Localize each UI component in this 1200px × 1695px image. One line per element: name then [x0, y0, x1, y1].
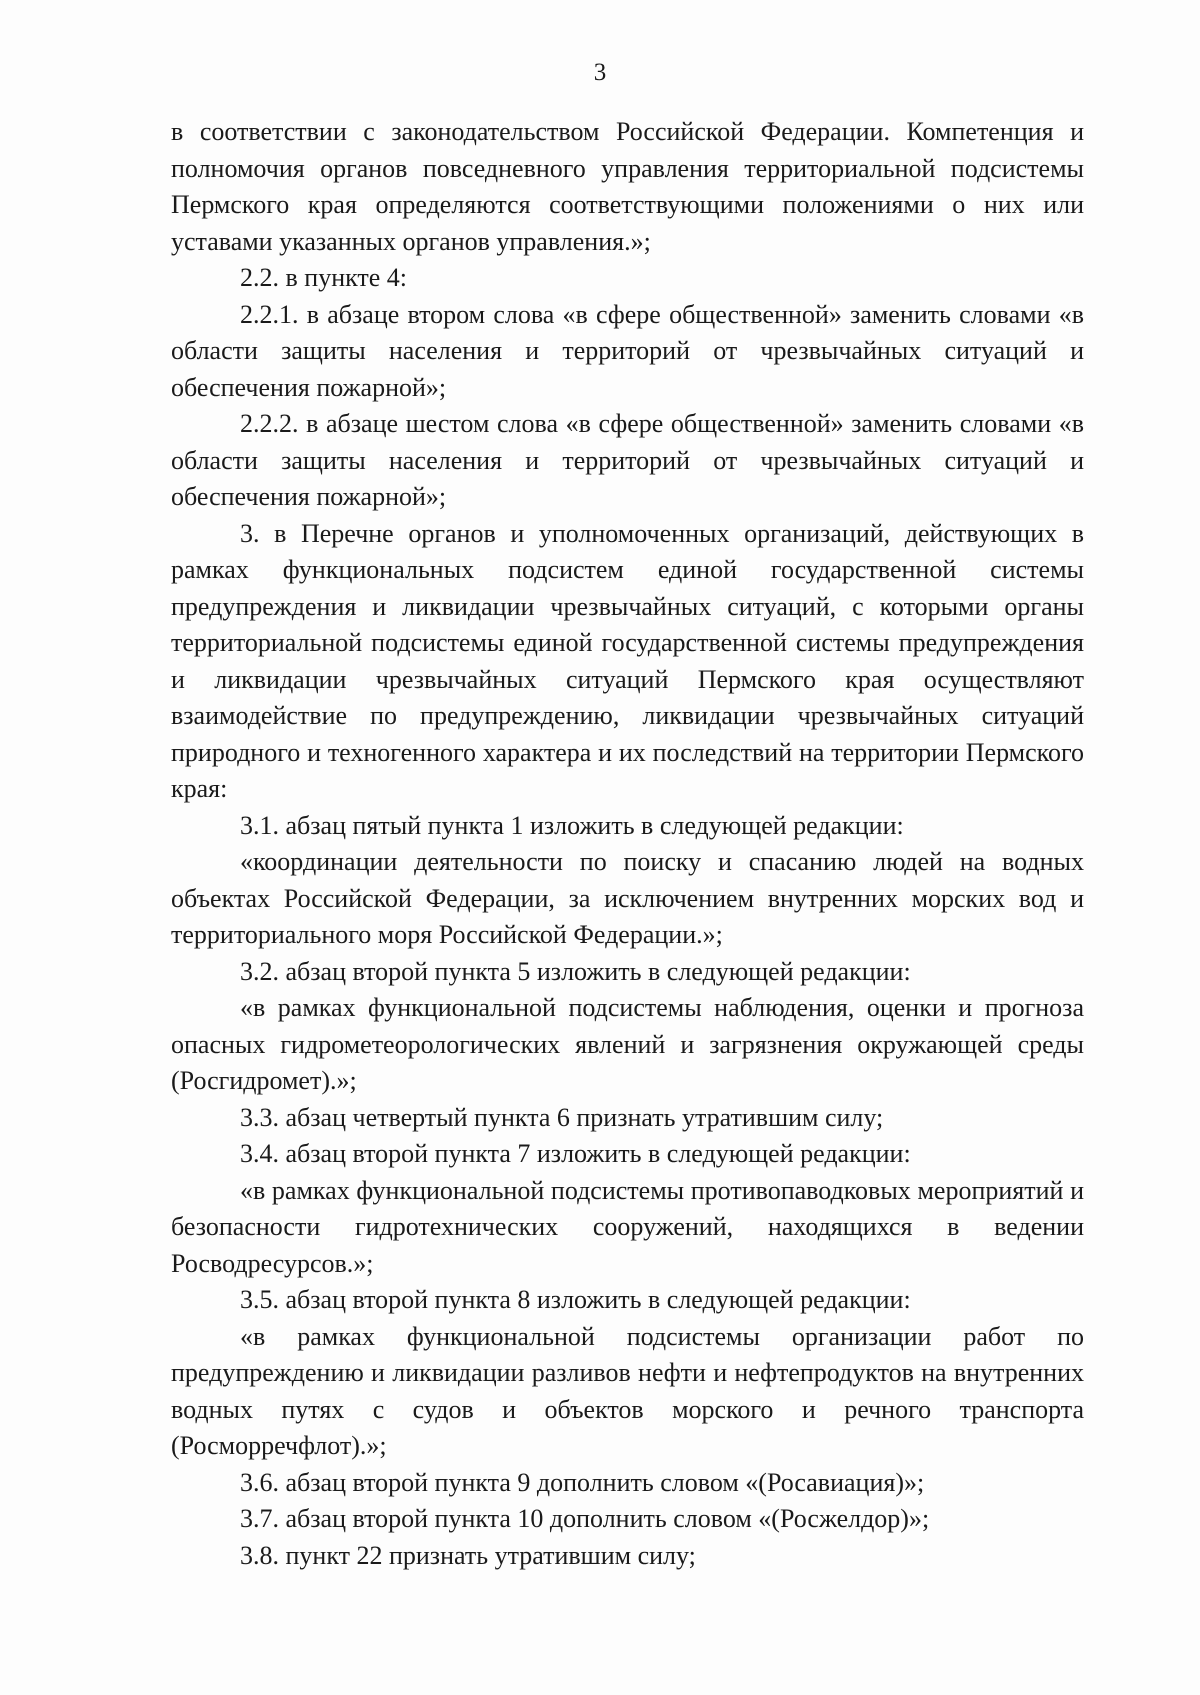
paragraph-2-2-1: 2.2.1. в абзаце втором слова «в сфере общественной» заменить словами «в области защиты населения и территорий от чрезвычайных ситуаций и обеспечения пожарной»; [171, 299, 1084, 402]
document-body [171, 114, 1084, 1574]
paragraph-3-5-text: «в рамках функциональной подсистемы организации работ по предупреждению и ликвидации разливов нефти и нефтепродуктов на внутренних водных путях с судов и объектов морского и речного транспорта (Росморречфлот).»; [171, 1321, 1084, 1460]
paragraph-2-2-2: 2.2.2. в абзаце шестом слова «в сфере общественной» заменить словами «в области защиты населения и территорий от чрезвычайных ситуаций и обеспечения пожарной»; [171, 409, 1084, 511]
paragraph-3-3: 3.3. абзац четвертый пункта 6 признать утратившим силу; [240, 1102, 884, 1132]
paragraph-continuation: в соответствии с законодательством Российской Федерации. Компетенция и полномочия органов повседневного управления территориальной подсистемы Пермского края определяются соответствующими положениями о них или уставами указанных органов управления.»; [171, 117, 1084, 256]
paragraph-3-2: 3.2. абзац второй пункта 5 изложить в следующей редакции: [240, 956, 911, 986]
paragraph-3-1: 3.1. абзац пятый пункта 1 изложить в следующей редакции: [240, 810, 904, 840]
paragraph-3-7: 3.7. абзац второй пункта 10 дополнить словом «(Росжелдор)»; [240, 1504, 930, 1533]
paragraph-3-8: 3.8. пункт 22 признать утратившим силу; [240, 1540, 696, 1570]
page-number: 3 [593, 59, 607, 86]
paragraph-3-4: 3.4. абзац второй пункта 7 изложить в следующей редакции: [240, 1139, 911, 1168]
paragraph-3: 3. в Перечне органов и уполномоченных организаций, действующих в рамках функциональных подсистем единой государственной системы предупреждения и ликвидации чрезвычайных ситуаций, с которыми органы территориальной подсистемы единой государственной системы предупреждения и ликвидации чрезвычайных ситуаций Пермского края осуществляют взаимодействие по предупреждению, ликвидации чрезвычайных ситуаций природного и техногенного характера и их последствий на территории Пермского края: [171, 518, 1084, 803]
paragraph-2-2: 2.2. в пункте 4: [240, 263, 408, 292]
paragraph-3-5: 3.5. абзац второй пункта 8 изложить в следующей редакции: [240, 1285, 911, 1314]
paragraph-3-2-text: «в рамках функциональной подсистемы наблюдения, оценки и прогноза опасных гидрометеорологических явлений и загрязнения окружающей среды (Росгидромет).»; [171, 993, 1084, 1095]
paragraph-3-4-text: «в рамках функциональной подсистемы противопаводковых мероприятий и безопасности гидротехнических сооружений, находящихся в ведении Росводресурсов.»; [171, 1175, 1084, 1278]
paragraph-3-1-text: «координации деятельности по поиску и спасанию людей на водных объектах Российской Федерации, за исключением внутренних морских вод и территориального моря Российской Федерации.»; [171, 847, 1084, 949]
paragraph-3-6: 3.6. абзац второй пункта 9 дополнить словом «(Росавиация)»; [240, 1467, 925, 1497]
